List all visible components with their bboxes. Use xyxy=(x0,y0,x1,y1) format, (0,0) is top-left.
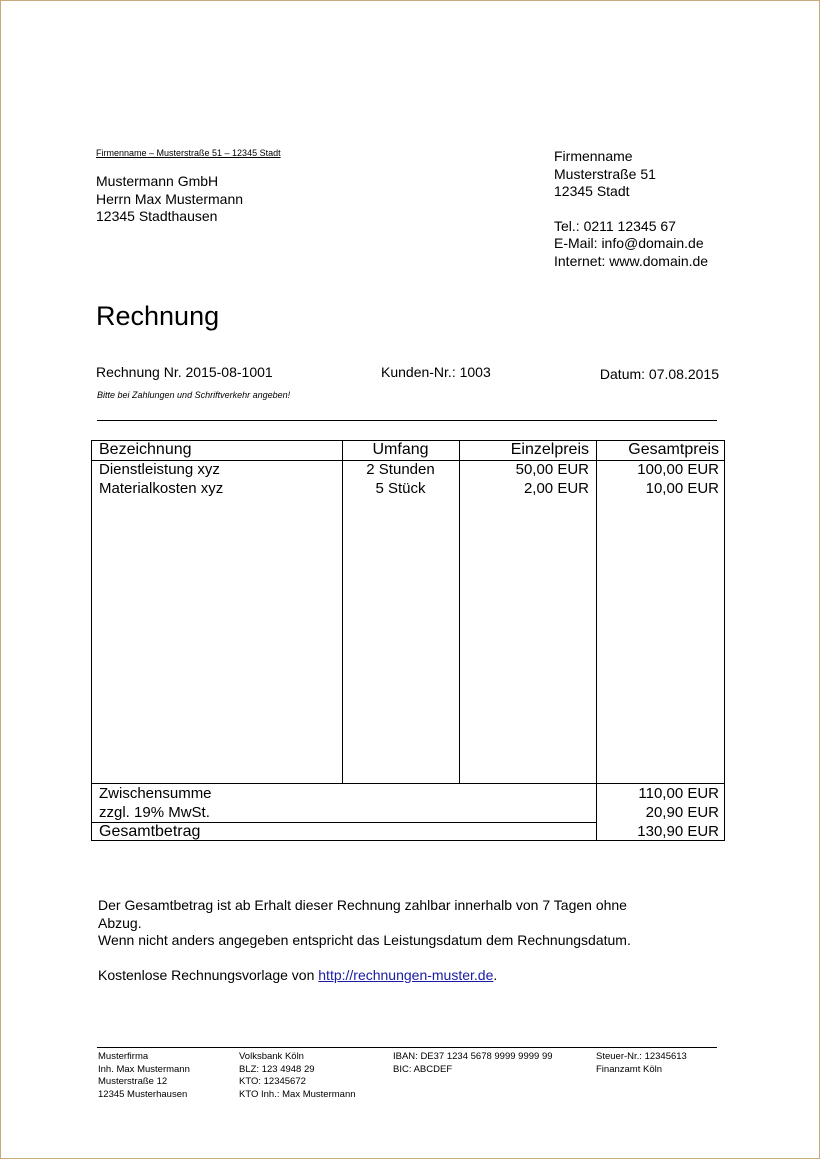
template-link[interactable]: http://rechnungen-muster.de xyxy=(318,967,494,983)
table-row-2-total: 10,00 EUR xyxy=(645,480,719,497)
invoice-date: Datum: 07.08.2015 xyxy=(599,366,719,382)
tax-label: zzgl. 19% MwSt. xyxy=(99,804,210,821)
table-row-1-description: Dienstleistung xyz xyxy=(99,461,220,478)
document-title: Rechnung xyxy=(96,301,220,331)
table-row-1-unit-price: 50,00 EUR xyxy=(515,461,589,478)
subtotal-label: Zwischensumme xyxy=(99,785,212,802)
tax-value: 20,90 EUR xyxy=(645,804,719,821)
recipient-address xyxy=(96,173,243,226)
company-city: 12345 Stadt xyxy=(554,183,630,199)
table-row-2-unit-price: 2,00 EUR xyxy=(523,480,589,497)
company-street: Musterstraße 51 xyxy=(554,165,656,182)
invoice-table xyxy=(91,440,725,841)
payment-terms-line2: Abzug. xyxy=(98,914,142,931)
col-header-total-price: Gesamtpreis xyxy=(628,441,719,458)
col-header-unit-price: Einzelpreis xyxy=(510,441,589,458)
divider-line xyxy=(97,420,717,421)
payment-terms-line1: Der Gesamtbetrag ist ab Erhalt dieser Rechnung zahlbar innerhalb von 7 Tagen ohne xyxy=(98,897,627,913)
invoice-number: Rechnung Nr. 2015-08-1001 xyxy=(96,364,273,380)
company-name: Firmenname xyxy=(554,148,633,164)
subtotal-value: 110,00 EUR xyxy=(638,785,719,802)
grand-total-value: 130,90 EUR xyxy=(637,823,719,840)
company-email: E-Mail: info@domain.de xyxy=(554,235,704,251)
sender-return-address: Firmenname – Musterstraße 51 – 12345 Stadt xyxy=(96,148,281,158)
footer-divider xyxy=(97,1047,717,1048)
footer-company: Musterfirma Inh. Max Mustermann Musterstraße 12 12345 Musterhausen xyxy=(98,1051,190,1100)
footer-iban: IBAN: DE37 1234 5678 9999 9999 99 BIC: ABCDEF xyxy=(393,1051,553,1075)
company-internet: Internet: www.domain.de xyxy=(554,252,709,269)
service-date-note: Wenn nicht anders angegeben entspricht das Leistungsdatum dem Rechnungsdatum. xyxy=(98,932,631,948)
table-row-2-description: Materialkosten xyz xyxy=(99,480,224,497)
grand-total-label: Gesamtbetrag xyxy=(99,823,201,840)
reference-note: Bitte bei Zahlungen und Schriftverkehr angeben! xyxy=(97,390,291,400)
footer-bank: Volksbank Köln BLZ: 123 4948 29 KTO: 12345672 KTO Inh.: Max Mustermann xyxy=(239,1051,356,1100)
recipient-company: Mustermann GmbH xyxy=(96,173,219,189)
payment-notes xyxy=(98,897,631,985)
col-header-quantity: Umfang xyxy=(372,441,429,458)
table-row-1-total: 100,00 EUR xyxy=(637,461,719,478)
customer-number: Kunden-Nr.: 1003 xyxy=(381,364,491,380)
table-row-1-quantity: 2 Stunden xyxy=(366,461,435,478)
footer-tax: Steuer-Nr.: 12345613 Finanzamt Köln xyxy=(596,1051,687,1075)
recipient-city: 12345 Stadthausen xyxy=(96,208,218,224)
col-header-description: Bezeichnung xyxy=(99,441,192,458)
table-row-2-quantity: 5 Stück xyxy=(375,480,426,497)
company-info xyxy=(554,148,708,270)
recipient-person: Herrn Max Mustermann xyxy=(96,190,244,207)
company-tel: Tel.: 0211 12345 67 xyxy=(554,217,676,234)
template-credit: Kostenlose Rechnungsvorlage von http://rechnungen-muster.de. xyxy=(98,967,498,983)
